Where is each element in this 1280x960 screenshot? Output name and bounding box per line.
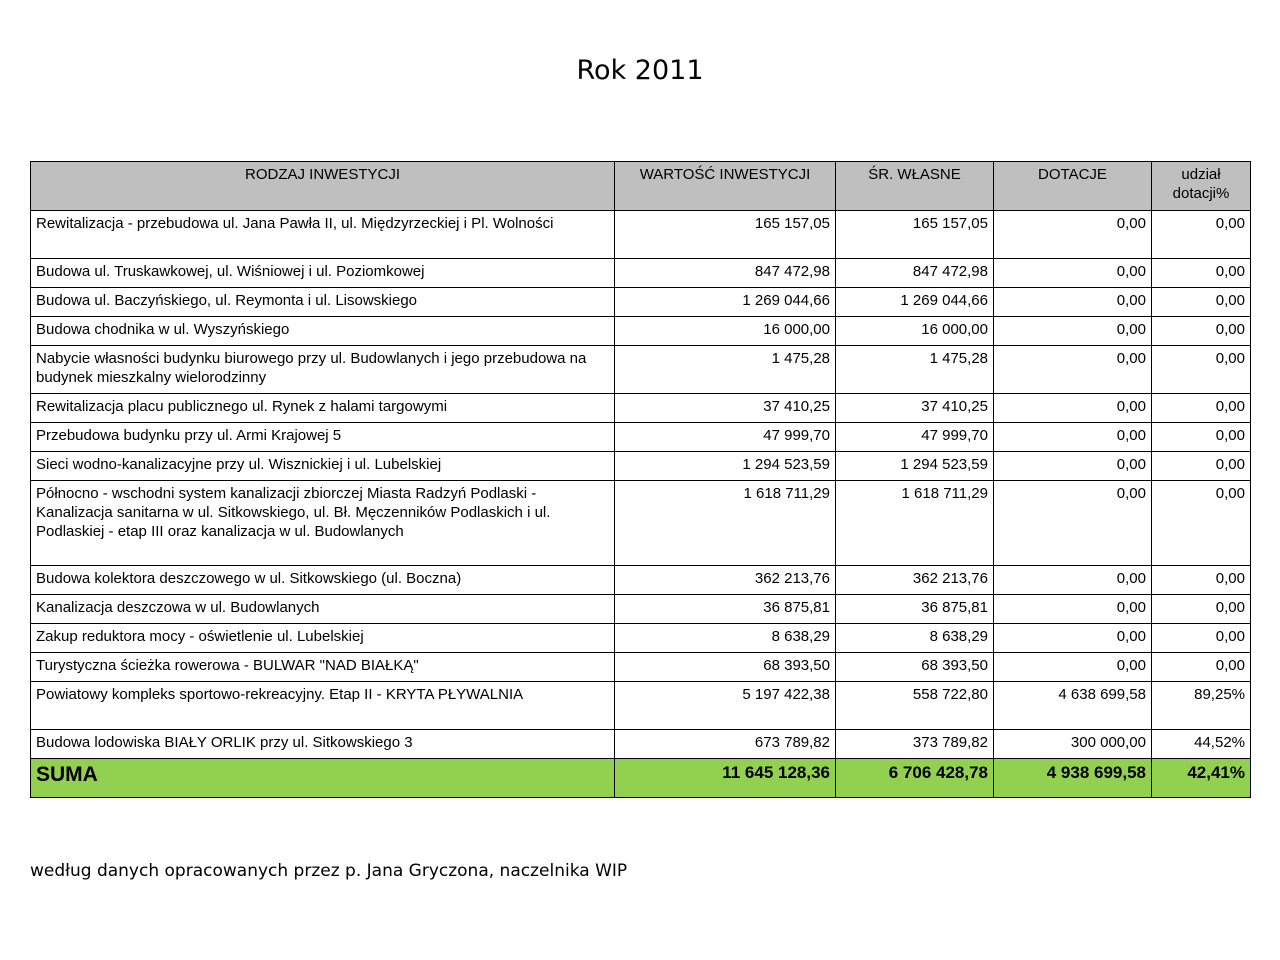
cell-own-funds: 1 269 044,66	[836, 288, 994, 317]
cell-own-funds: 558 722,80	[836, 682, 994, 730]
cell-investment-value: 1 618 711,29	[615, 481, 836, 566]
page-title: Rok 2011	[576, 55, 704, 86]
table-row	[31, 682, 1251, 730]
cell-grant-share: 0,00	[1152, 288, 1251, 317]
cell-grant-share: 0,00	[1152, 595, 1251, 624]
cell-investment-value: 1 269 044,66	[615, 288, 836, 317]
cell-investment-value: 1 475,28	[615, 346, 836, 394]
cell-own-funds: 37 410,25	[836, 394, 994, 423]
cell-grants: 0,00	[994, 566, 1152, 595]
cell-grants: 300 000,00	[994, 730, 1152, 759]
cell-grants: 0,00	[994, 346, 1152, 394]
cell-grants: 0,00	[994, 211, 1152, 259]
cell-investment-value: 5 197 422,38	[615, 682, 836, 730]
cell-own-funds: 16 000,00	[836, 317, 994, 346]
cell-grant-share: 44,52%	[1152, 730, 1251, 759]
table-row	[31, 211, 1251, 259]
cell-grant-share: 0,00	[1152, 423, 1251, 452]
cell-investment-value: 1 294 523,59	[615, 452, 836, 481]
cell-investment-value: 47 999,70	[615, 423, 836, 452]
table-row	[31, 423, 1251, 452]
table-row	[31, 730, 1251, 759]
cell-investment-value: 8 638,29	[615, 624, 836, 653]
header-investment-type: RODZAJ INWESTYCJI	[31, 162, 615, 211]
cell-grants: 0,00	[994, 452, 1152, 481]
table-row	[31, 346, 1251, 394]
cell-investment-name: Rewitalizacja placu publicznego ul. Rynek z halami targowymi	[31, 394, 615, 423]
cell-investment-name: Budowa lodowiska BIAŁY ORLIK przy ul. Sitkowskiego 3	[31, 730, 615, 759]
cell-investment-name: Budowa ul. Baczyńskiego, ul. Reymonta i ul. Lisowskiego	[31, 288, 615, 317]
cell-own-funds: 847 472,98	[836, 259, 994, 288]
table-row	[31, 481, 1251, 566]
cell-investment-name: Przebudowa budynku przy ul. Armi Krajowej 5	[31, 423, 615, 452]
cell-own-funds: 47 999,70	[836, 423, 994, 452]
table-row	[31, 394, 1251, 423]
header-grants: DOTACJE	[994, 162, 1152, 211]
source-note: według danych opracowanych przez p. Jana Gryczona, naczelnika WIP	[30, 861, 628, 881]
sum-value: 11 645 128,36	[615, 759, 836, 798]
cell-grants: 0,00	[994, 595, 1152, 624]
cell-own-funds: 1 618 711,29	[836, 481, 994, 566]
cell-investment-name: Budowa chodnika w ul. Wyszyńskiego	[31, 317, 615, 346]
cell-investment-name: Budowa ul. Truskawkowej, ul. Wiśniowej i ul. Poziomkowej	[31, 259, 615, 288]
cell-grants: 0,00	[994, 317, 1152, 346]
cell-own-funds: 36 875,81	[836, 595, 994, 624]
table-row	[31, 288, 1251, 317]
sum-label: SUMA	[31, 759, 615, 798]
cell-investment-name: Turystyczna ścieżka rowerowa - BULWAR "NAD BIAŁKĄ"	[31, 653, 615, 682]
sum-grants: 4 938 699,58	[994, 759, 1152, 798]
table-row	[31, 452, 1251, 481]
table-row	[31, 653, 1251, 682]
cell-investment-name: Rewitalizacja - przebudowa ul. Jana Pawła II, ul. Międzyrzeckiej i Pl. Wolności	[31, 211, 615, 259]
investment-table	[30, 161, 1251, 798]
cell-investment-value: 362 213,76	[615, 566, 836, 595]
cell-investment-value: 847 472,98	[615, 259, 836, 288]
cell-investment-name: Powiatowy kompleks sportowo-rekreacyjny. Etap II - KRYTA PŁYWALNIA	[31, 682, 615, 730]
cell-investment-name: Zakup reduktora mocy - oświetlenie ul. Lubelskiej	[31, 624, 615, 653]
cell-grant-share: 0,00	[1152, 566, 1251, 595]
sum-grant-share: 42,41%	[1152, 759, 1251, 798]
cell-investment-name: Budowa kolektora deszczowego w ul. Sitkowskiego (ul. Boczna)	[31, 566, 615, 595]
sum-own-funds: 6 706 428,78	[836, 759, 994, 798]
cell-investment-name: Północno - wschodni system kanalizacji zbiorczej Miasta Radzyń Podlaski - Kanalizacja sanitarna w ul. Sitkowskiego, ul. Bł. Męczenników Podlaskich i ul. Podlaskiej - etap III oraz kanalizacja w ul. Budowlanych	[31, 481, 615, 566]
cell-own-funds: 373 789,82	[836, 730, 994, 759]
table-header-row	[31, 162, 1251, 211]
cell-grant-share: 89,25%	[1152, 682, 1251, 730]
cell-grant-share: 0,00	[1152, 481, 1251, 566]
cell-investment-value: 36 875,81	[615, 595, 836, 624]
cell-investment-name: Nabycie własności budynku biurowego przy ul. Budowlanych i jego przebudowa na budynek mieszkalny wielorodzinny	[31, 346, 615, 394]
cell-investment-value: 673 789,82	[615, 730, 836, 759]
cell-grants: 0,00	[994, 259, 1152, 288]
cell-grant-share: 0,00	[1152, 317, 1251, 346]
table-row	[31, 624, 1251, 653]
cell-own-funds: 68 393,50	[836, 653, 994, 682]
cell-own-funds: 165 157,05	[836, 211, 994, 259]
cell-investment-name: Sieci wodno-kanalizacyjne przy ul. Wisznickiej i ul. Lubelskiej	[31, 452, 615, 481]
cell-investment-value: 68 393,50	[615, 653, 836, 682]
cell-grant-share: 0,00	[1152, 211, 1251, 259]
table-row	[31, 595, 1251, 624]
table-row	[31, 259, 1251, 288]
cell-grant-share: 0,00	[1152, 624, 1251, 653]
cell-grant-share: 0,00	[1152, 346, 1251, 394]
cell-grants: 0,00	[994, 394, 1152, 423]
cell-grants: 0,00	[994, 624, 1152, 653]
cell-grants: 0,00	[994, 423, 1152, 452]
cell-grants: 0,00	[994, 288, 1152, 317]
cell-investment-name: Kanalizacja deszczowa w ul. Budowlanych	[31, 595, 615, 624]
cell-own-funds: 1 475,28	[836, 346, 994, 394]
cell-investment-value: 16 000,00	[615, 317, 836, 346]
cell-grant-share: 0,00	[1152, 259, 1251, 288]
cell-grants: 0,00	[994, 653, 1152, 682]
table-row	[31, 566, 1251, 595]
cell-grants: 4 638 699,58	[994, 682, 1152, 730]
cell-own-funds: 362 213,76	[836, 566, 994, 595]
table-row	[31, 317, 1251, 346]
cell-grant-share: 0,00	[1152, 394, 1251, 423]
cell-own-funds: 1 294 523,59	[836, 452, 994, 481]
sum-row	[31, 759, 1251, 798]
cell-grant-share: 0,00	[1152, 452, 1251, 481]
cell-grant-share: 0,00	[1152, 653, 1251, 682]
header-own-funds: ŚR. WŁASNE	[836, 162, 994, 211]
header-grant-share: udział dotacji%	[1152, 162, 1251, 211]
cell-grants: 0,00	[994, 481, 1152, 566]
cell-investment-value: 37 410,25	[615, 394, 836, 423]
header-investment-value: WARTOŚĆ INWESTYCJI	[615, 162, 836, 211]
cell-own-funds: 8 638,29	[836, 624, 994, 653]
cell-investment-value: 165 157,05	[615, 211, 836, 259]
